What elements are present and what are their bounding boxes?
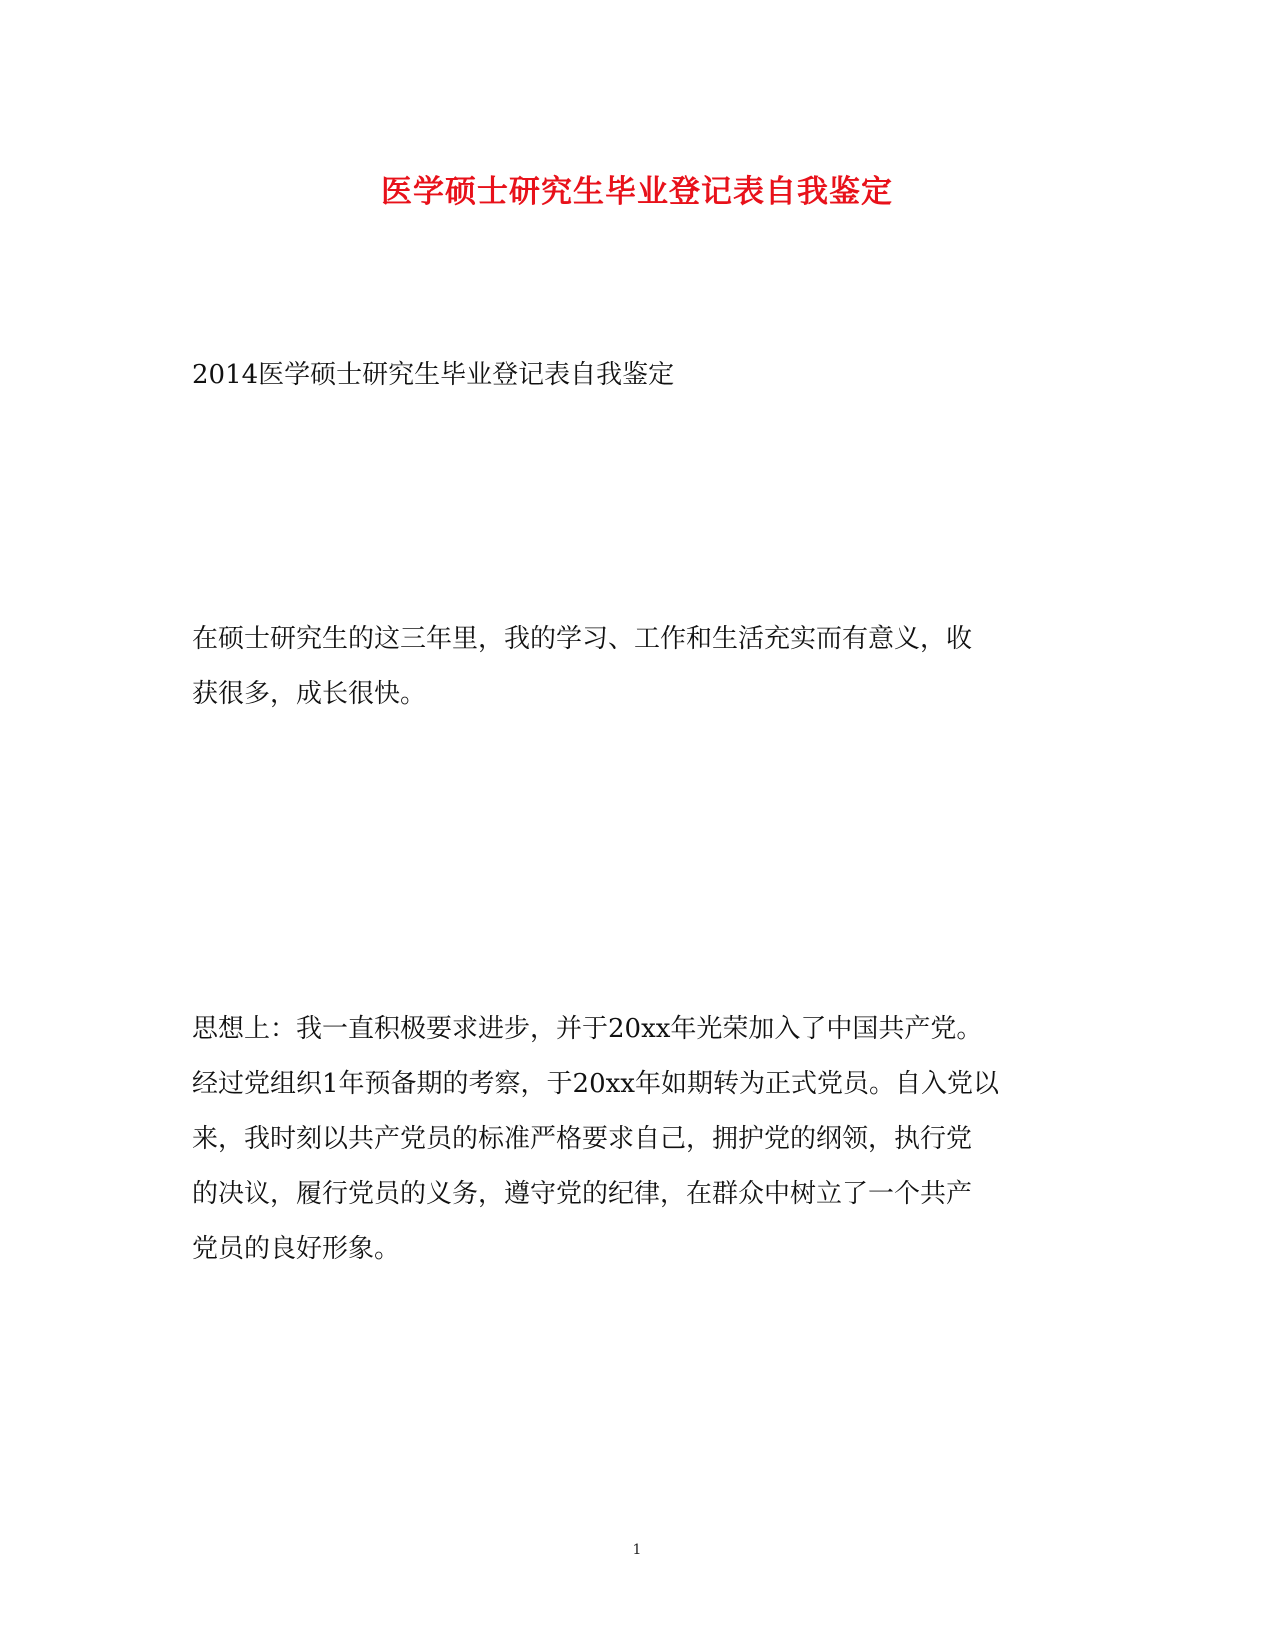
paragraph-line: 获很多，成长很快。	[192, 679, 427, 709]
document-title: 医学硕士研究生毕业登记表自我鉴定	[381, 174, 893, 210]
paragraph-line: 党员的良好形象。	[192, 1234, 401, 1264]
paragraph-ideology	[192, 1002, 1092, 1277]
subtitle-text: 2014医学硕士研究生毕业登记表自我鉴定	[192, 360, 675, 390]
document-subtitle	[192, 348, 1092, 403]
paragraph-line: 经过党组织1年预备期的考察，于20xx年如期转为正式党员。自入党以	[192, 1069, 999, 1099]
page-number: 1	[632, 1542, 642, 1558]
paragraph-intro	[192, 612, 1092, 722]
paragraph-line: 在硕士研究生的这三年里，我的学习、工作和生活充实而有意义，收	[192, 624, 973, 654]
paragraph-line: 的决议，履行党员的义务，遵守党的纪律，在群众中树立了一个共产	[192, 1179, 973, 1209]
paragraph-line: 来，我时刻以共产党员的标准严格要求自己，拥护党的纲领，执行党	[192, 1124, 973, 1154]
paragraph-line: 思想上：我一直积极要求进步，并于20xx年光荣加入了中国共产党。	[192, 1014, 983, 1044]
